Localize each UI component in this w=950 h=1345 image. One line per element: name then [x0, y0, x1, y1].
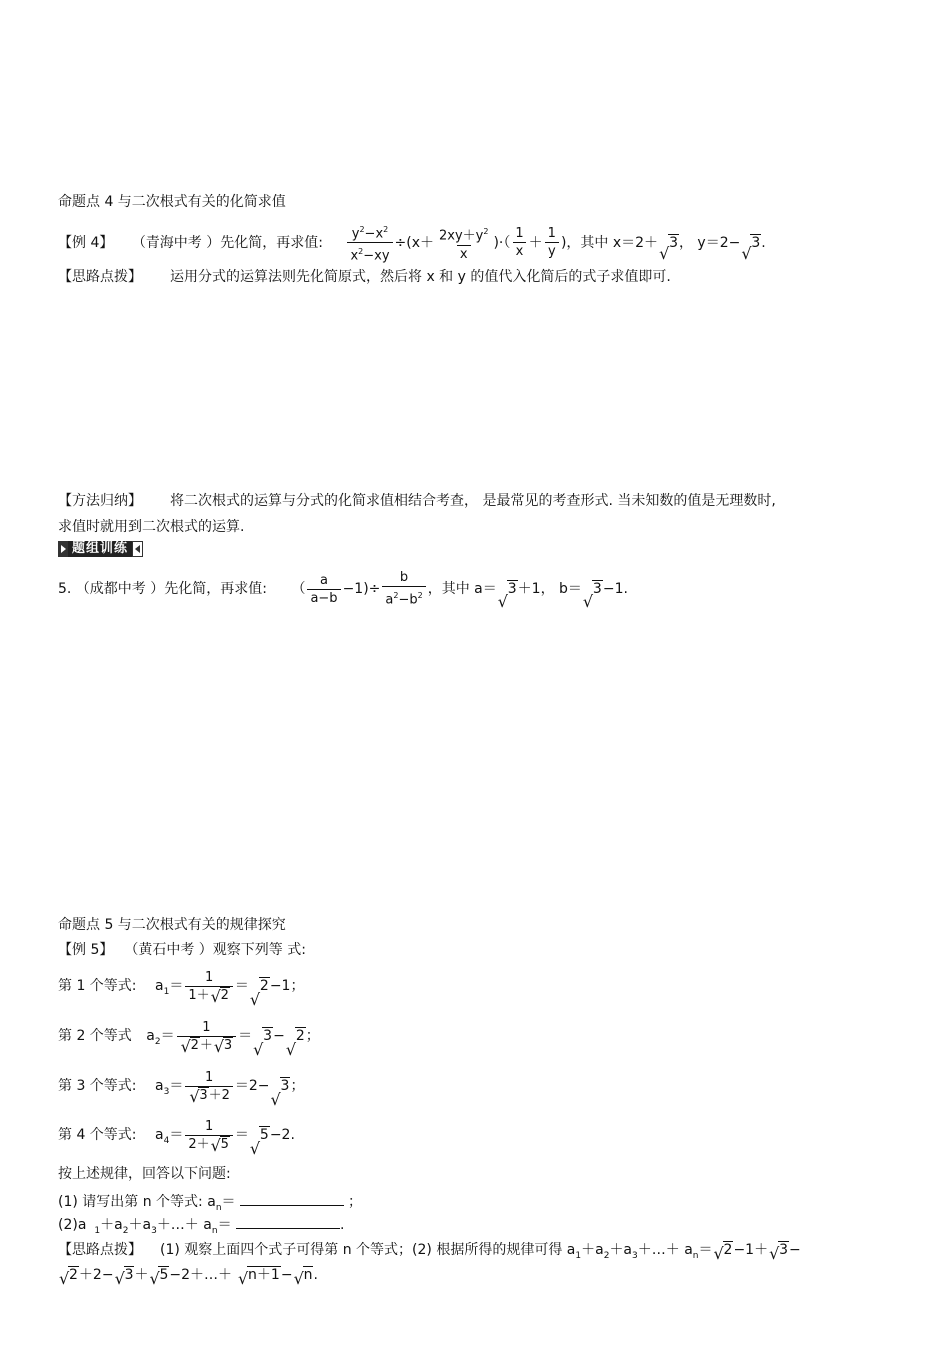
answer-blank-1[interactable] — [240, 1191, 344, 1206]
example-5: 【例 5】 （黄石中考 ）观察下列等 式: — [58, 942, 306, 958]
sqrt-3: √ 3 — [659, 234, 678, 263]
section-title-5: 命题点 5 与二次根式有关的规律探究 — [58, 917, 286, 933]
sqrt-3: √ 3 — [582, 581, 602, 611]
example-source: （青海中考 ）先化简，再求值: — [131, 234, 323, 251]
fraction-4: $\frac{1}{y}$ — [545, 226, 559, 259]
question-1: (1) 请写出第 n 个等式: $a_n=$ ； — [58, 1191, 362, 1218]
fraction-a-over-a-minus-b: $\frac{a}{a-b}$ — [307, 573, 340, 606]
sqrt-3: √ 3 — [497, 581, 517, 611]
fraction-b-over-a2-minus-b2: $\frac{b}{a^2-b^2}$ — [382, 570, 425, 607]
equation-3: 第 3 个等式: $a_3=$ 1 √ 3＋2 ＝2− √ 3； — [58, 1069, 305, 1109]
arrow-left-icon — [132, 541, 143, 557]
fraction: 1 √ 3＋2 — [185, 1070, 233, 1103]
fraction-1: $\frac{y^2-x^2}{x^2-xy}$ — [347, 222, 392, 264]
fraction: 1 1＋ √ 2 — [185, 970, 233, 1003]
example-4: 【例 4】 （青海中考 ）先化简，再求值: $\frac{y^2-x^2}{x^2-xy}$ ÷(x＋ $\frac{2xy+y^2}{x}$ )·（ $\frac{1}{x}$ ＋ $\frac{1}{y}$ )，其中 x＝2＋ √ 3， y＝2− √ 3. — [58, 222, 766, 264]
hint-4: 【思路点拨】 运用分式的运算法则先化简原式，然后将 x 和 y 的值代入化简后的式子求值即可. — [58, 269, 671, 285]
sqrt-3: √ 3 — [741, 234, 761, 263]
questions-intro: 按上述规律，回答以下问题: — [58, 1166, 231, 1182]
fraction-3: $\frac{1}{x}$ — [512, 226, 526, 259]
fraction: 1 2＋ √ 5 — [185, 1119, 233, 1152]
method-summary-line2: 求值时就用到二次根式的运算. — [58, 519, 245, 535]
hint-5-line2: √ 2＋2− √ 3＋ √ 5−2＋…＋ √ n＋1− √ n. — [59, 1267, 318, 1288]
answer-blank-2[interactable] — [236, 1214, 340, 1229]
question-2: (2)a $_1+a_2+a_3+\dots+ a_n=$ . — [58, 1214, 344, 1241]
equation-2: 第 2 个等式 $a_2=$ 1 √ 2＋ √ 3 ＝ √ 3− √ 2； — [58, 1019, 320, 1059]
fraction-2: $\frac{2xy+y^2}{x}$ — [439, 227, 489, 262]
example-tag: 【例 4】 — [58, 234, 114, 251]
banner-label: 题组训练 — [68, 541, 132, 557]
equation-1: 第 1 个等式: $a_1=$ 1 1＋ √ 2 ＝ √ 2−1； — [58, 969, 305, 1009]
method-summary-line1: 【方法归纳】 将二次根式的运算与分式的化简求值相结合考查， 是最常见的考查形式. 当未知数的值是无理数时, — [58, 493, 776, 509]
equation-4: 第 4 个等式: $a_4=$ 1 2＋ √ 5 ＝ √ 5−2. — [58, 1118, 295, 1158]
arrow-right-icon — [58, 541, 68, 557]
practice-banner — [58, 541, 143, 557]
question-5: 5. （成都中考 ）先化简，再求值: （ $\frac{a}{a-b}$ −1)÷ $\frac{b}{a^2-b^2}$ ，其中 a＝ √ 3＋1， b＝ √ 3−1. — [58, 570, 628, 611]
hint-5-line1: 【思路点拨】 (1) 观察上面四个式子可得第 n 个等式；(2) 根据所得的规律可得 $a_1+a_2+a_3+\dots+ a_n=$ √ 2−1＋ √ 3− — [58, 1242, 801, 1263]
fraction: 1 √ 2＋ √ 3 — [177, 1020, 237, 1053]
section-title-4: 命题点 4 与二次根式有关的化简求值 — [58, 194, 286, 210]
